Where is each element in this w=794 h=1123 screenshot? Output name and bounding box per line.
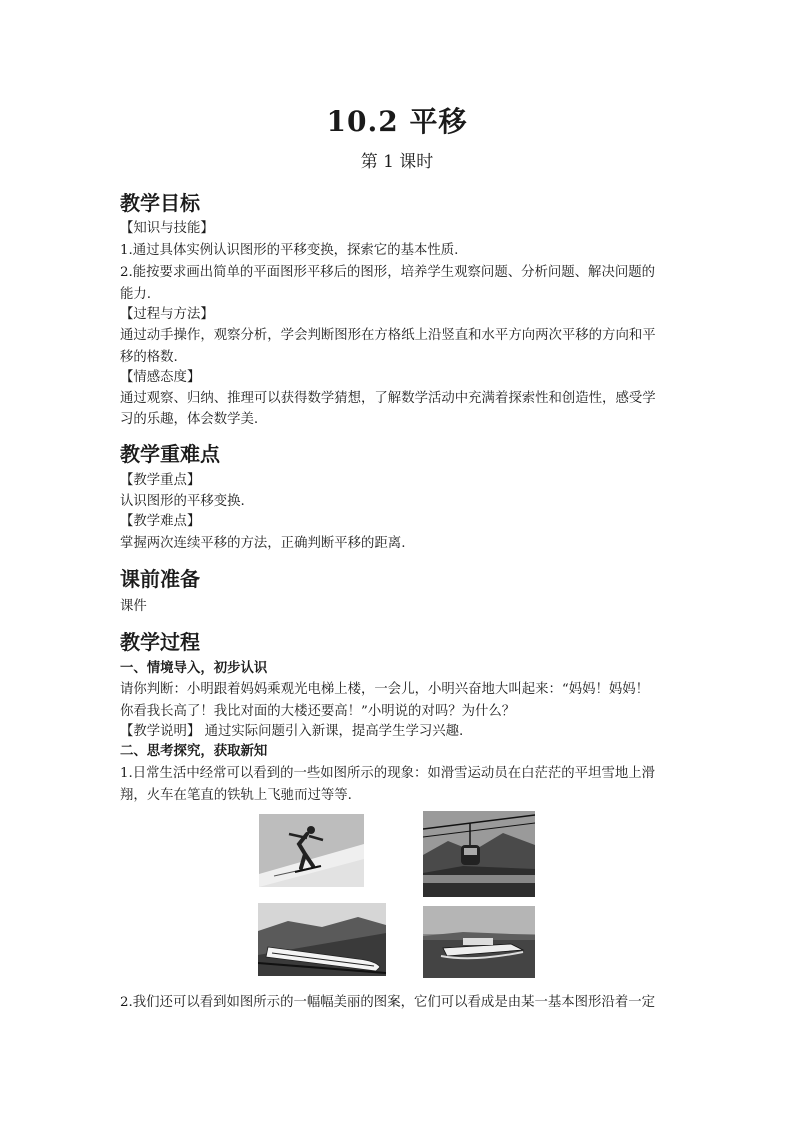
text-intro-note: 【教学说明】 通过实际问题引入新课，提高学生学习兴趣.: [120, 724, 464, 739]
skier-photo: [259, 814, 364, 887]
label-difficulty: 【教学难点】: [120, 514, 201, 529]
text-knowledge-2b: 能力.: [120, 287, 152, 302]
document-title: 10.2 平移: [326, 105, 468, 138]
subheading-explore: 二、思考探究，获取新知: [120, 744, 268, 759]
heading-prep: 课前准备: [120, 567, 200, 591]
label-knowledge: 【知识与技能】: [120, 221, 214, 236]
label-process-method: 【过程与方法】: [120, 307, 214, 322]
label-focus: 【教学重点】: [120, 473, 201, 488]
train-photo: [258, 903, 386, 976]
heading-process: 教学过程: [120, 630, 200, 654]
text-knowledge-2a: 2.能按要求画出简单的平面图形平移后的图形，培养学生观察问题、分析问题、解决问题的: [120, 265, 656, 280]
text-intro-1: 请你判断：小明跟着妈妈乘观光电梯上楼，一会儿，小明兴奋地大叫起来：“妈妈！妈妈！: [120, 682, 650, 697]
text-prep: 课件: [120, 599, 147, 614]
text-explore-1: 1.日常生活中经常可以看到的一些如图所示的现象：如滑雪运动员在白茫茫的平坦雪地上滑: [120, 766, 656, 781]
text-difficulty: 掌握两次连续平移的方法，正确判断平移的距离.: [120, 536, 406, 551]
text-process-1b: 移的格数.: [120, 350, 178, 365]
boat-photo: [423, 906, 535, 978]
text-explore-3: 2.我们还可以看到如图所示的一幅幅美丽的图案，它们可以看成是由某一基本图形沿着一定: [120, 995, 656, 1010]
text-emotion-1a: 通过观察、归纳、推理可以获得数学猜想，了解数学活动中充满着探索性和创造性，感受学: [120, 391, 656, 406]
text-emotion-1b: 习的乐趣，体会数学美.: [120, 412, 259, 427]
heading-objectives: 教学目标: [120, 191, 200, 215]
text-knowledge-1: 1.通过具体实例认识图形的平移变换，探索它的基本性质.: [120, 243, 459, 258]
label-emotion: 【情感态度】: [120, 370, 201, 385]
text-intro-2: 你看我长高了！我比对面的大楼还要高！”小明说的对吗？为什么？: [120, 704, 516, 719]
subheading-intro: 一、情境导入，初步认识: [120, 661, 268, 676]
document-subtitle: 第 1 课时: [360, 152, 434, 172]
text-process-1a: 通过动手操作，观察分析，学会判断图形在方格纸上沿竖直和水平方向两次平移的方向和平: [120, 328, 656, 343]
text-focus: 认识图形的平移变换.: [120, 494, 245, 509]
text-explore-2: 翔，火车在笔直的铁轨上飞驰而过等等.: [120, 788, 352, 803]
cable-car-photo: [423, 811, 535, 897]
heading-keypoints: 教学重难点: [120, 442, 220, 466]
